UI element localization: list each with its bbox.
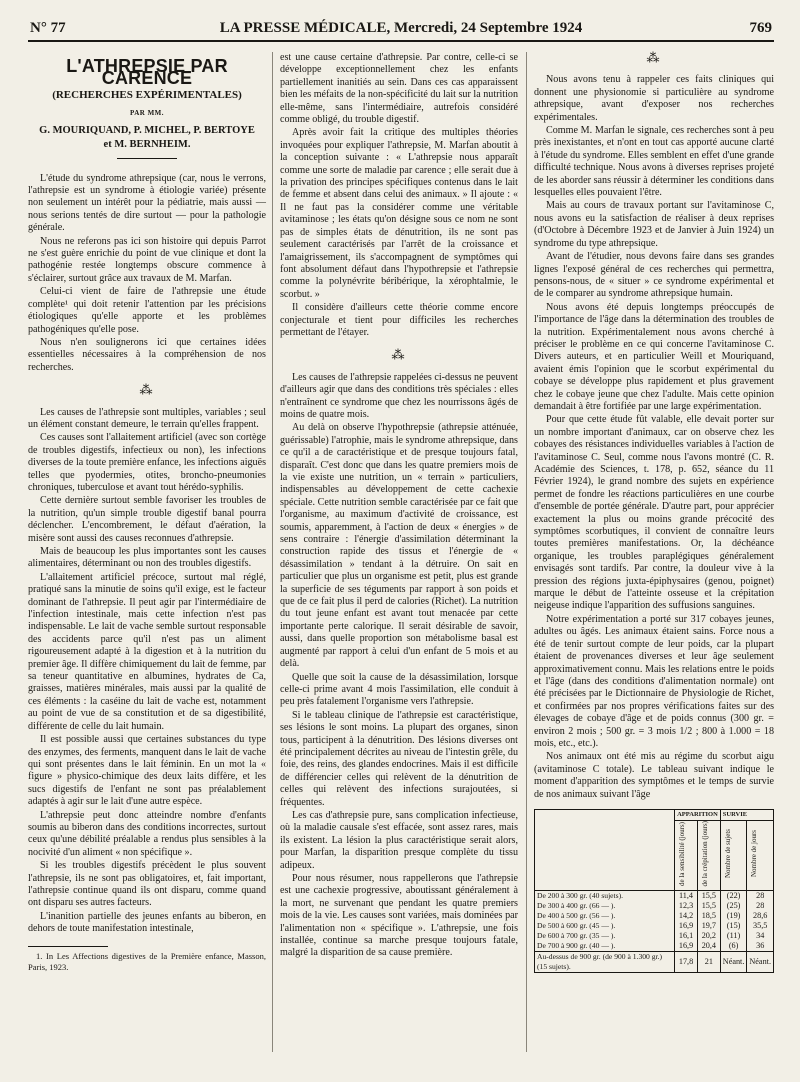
causes-text [28,407,266,936]
column-divider [272,52,273,1052]
table-row [535,911,774,921]
paragraph: Les cas d'athrepsie pure, sans complication infectieuse, où la maladie causale s'est effacée, sont assez rares, mais ils existent. La lésion la plus caractéristique serait alors, pour Marfan, la disparition presque complète du tissu adipeux. [280,809,518,871]
table-cell: 16,9 [675,941,698,952]
intro-text [28,173,266,375]
section-separator: ⁂ [391,347,407,363]
paragraph: L'allaitement artificiel précoce, surtout mal réglé, pratiqué sans la minutie de soins qu'il exige, est le facteur dominant de l'athrepsie. Il peut agir par l'intermédiaire de l'infection intestinale, mais cette infection n'est pas indispensable. Le lait de vache semble surtout responsable des accidents parce qu'il n'est pas un aliment rigoureusement adapté à la digestion et à la nutrition du premier âge. Il diffère chimiquement du lait de femme, par sa teneur quantitative en albumines, hydrates de Ca, graisses, matières minérales, mais aussi par la qualité de ces éléments : la caséine du lait de vache est, notamment au point de vue de sa constitution et de sa digestibilité, différente de celle du lait humain. [28,571,266,732]
column-2 [280,52,518,961]
paragraph: Au delà on observe l'hypothrepsie (athrepsie atténuée, guérissable) l'atrophie, mais le syndrome athrepsique, dans ce qu'il a de caractéristique et de presque toujours fatal, disparaît. C'est donc que dans les quatre premiers mois de la vie existe une nutrition, un « terrain » particuliers, indispensables au développement de cette cachexie spéciale. Cette nutrition semble caractérisée par ce fait que l'organisme, au maximum d'activité de croissance, est soumis, apparemment, à l'action de deux « énergies » de sens contraire : l'énergie d'assimilation déterminant la construction rapide des tissus et l'énergie de « désassimilation » tendant à la détruire. On sait en particulier que plus un organisme est petit, plus est grande la superficie de ses téguments par rapport à son poids et que de ce fait plus il perd de calories (Richet). La nutrition du tout jeune enfant est avant tout menacée par cette importante perte calorique. Il serait désirable de savoir, aussi, dans quelle proportion son métabolisme basal est augmenté par rapport à celui d'un enfant de 5 mois et au delà. [280,422,518,670]
table-cell: (6) [720,941,747,952]
table-row [535,891,774,902]
journal-title: LA PRESSE MÉDICALE, Mercredi, 24 Septembre 1924 [219,20,583,36]
table-cell: (11) [720,931,747,941]
table-cell: 21 [697,952,720,973]
paragraph: Si les troubles digestifs précèdent le plus souvent l'athrepsie, ils ne sont pas obligatoires, et, fait important, l'athrepsie continue quand ils ont disparu, comme quand ont disparu ses autres facteurs. [28,860,266,909]
paragraph: Notre expérimentation a porté sur 317 cobayes jeunes, adultes ou âgés. Les animaux étaient sains. Force nous a été de tenir surtout compte de leur poids, car la plupart étaient de provenances diverses et leur âge seulement approximativement connu. Mais les relations entre le poids et l'âge (dans des conditions d'alimentation normale) ont été précisées par le Dictionnaire de Physiologie de Richet, et confirmées par nos propres vérifications faites sur des élevages de cobaye d'âge et de poids connus (300 gr. = environ 2 mois ; 500 gr. = 3 mois 1/2 ; 800 à 1.000 = 18 mois, etc., etc.). [534,613,774,749]
footnote: 1. In Les Affections digestives de la Première enfance, Masson, Paris, 1923. [28,950,266,972]
table-cell: De 600 à 700 gr. (35 — ). [535,931,675,941]
paragraph: Si le tableau clinique de l'athrepsie est caractéristique, ses lésions le sont moins. La plupart des organes, sinon tous, participent à la dénutrition. Des lésions diverses ont été principalement décrites au niveau de l'intestin grêle, du foie, des reins, des glandes endocrines. Mais il est difficile de différencier celles qui relèvent de la dénutrition de celles qui relèvent des infections surajoutées, si fréquentes. [280,709,518,808]
footnote-rule [28,946,108,947]
table-header-label: de la sensibilité (jours) [678,821,687,886]
table-row [535,952,774,973]
paragraph: Comme M. Marfan le signale, ces recherches sont à peu près inexistantes, et n'ont en tout cas apporté aucune clarté à l'étude du syndrome. Elles semblent en effet d'une grande difficulté technique. Nous avons à diverses reprises projeté de les aborder sans réussir à déterminer les conditions dans lesquelles elles pouvaient l'être. [534,125,774,199]
table-cell: Néant. [720,952,747,973]
paragraph: Il est possible aussi que certaines substances du type des enzymes, des ferments, manquent dans le lait de vache qui sont présentes dans le lait féminin. En un mot la « figure » physico-chimique des deux laits diffère, et les sucs digestifs de l'enfant ne sont pas préalablement adaptés à agir sur le lait d'une autre espèce. [28,734,266,808]
author-rule [117,158,177,159]
issue-number: N° 77 [30,20,66,36]
table-cell: 11,4 [675,891,698,902]
paragraph: Il considère d'ailleurs cette théorie comme encore conjecturale et tient pour difficiles les recherches permettant de l'étayer. [280,302,518,338]
table-cell: 36 [747,941,774,952]
table-cell: 18,5 [697,911,720,921]
paragraph: Celui-ci vient de faire de l'athrepsie une étude complète¹ qui doit retenir l'attention par les précisions étiologiques qu'elle apporte et les problèmes pathogéniques qu'elle pose. [28,286,266,335]
table-cell: 28 [747,901,774,911]
column-3 [534,52,774,973]
paragraph: Mais de beaucoup les plus importantes sont les causes alimentaires, déterminant ou non des troubles digestifs. [28,546,266,570]
table-cell: 15,5 [697,901,720,911]
paragraph: est une cause certaine d'athrepsie. Par contre, celle-ci se développe exceptionnellement chez les enfants partiellement inanitiés au sein. Dans ces cas apparaissent bien les méfaits de la non-spécificité du lait sur la nutrition elle-même, sans l'intermédiaire, autrefois considéré comme obligé, du trouble digestif. [280,52,518,126]
table-cell: 35,5 [747,921,774,931]
table-cell: 17,8 [675,952,698,973]
table-cell: (22) [720,891,747,902]
table-header-label: Nombre de jours [750,830,759,878]
table-header-label: de la crépitation (jours) [700,820,709,887]
byline-par: PAR MM. [129,109,165,118]
column-1 [28,52,266,973]
table-cell: 12,3 [675,901,698,911]
table-cell: De 200 à 300 gr. (40 sujets). [535,891,675,902]
table-header [720,820,747,891]
table-cell: Néant. [747,952,774,973]
table-cell: 20,2 [697,931,720,941]
table-row [535,901,774,911]
table-row [535,941,774,952]
paragraph: Avant de l'étudier, nous devons faire dans ses grandes lignes l'exposé général de ces recherches qui permettra, pensons-nous, de « situer » ce syndrome expérimental et de le comparer au syndrome athrepsique humain. [534,251,774,300]
paragraph: Ces causes sont l'allaitement artificiel (avec son cortège de troubles digestifs, infectieux ou non), les infections diverses de la toute première enfance, les infections aiguës telles que pyodermies, otites, broncho-pneumonies chroniques, tuberculose et avant tout hérédo-syphilis. [28,432,266,493]
table-cell: De 500 à 600 gr. (45 — ). [535,921,675,931]
table-cell: Au-dessus de 900 gr. (de 900 à 1.300 gr.) (15 sujets). [535,952,675,973]
paragraph: Pour nous résumer, nous rappellerons que l'athrepsie est une cachexie progressive, aboutissant généralement à la mort, ne survenant que pendant les quatre premiers mois de la vie. Les causes sont variées, mais dominées par l'alimentation non « spécifique ». L'athrepsie, une fois installée, continue sa marche presque toujours fatale, malgré la disparition de sa cause première. [280,873,518,959]
table-cell: 28,6 [747,911,774,921]
paragraph: Nous avons été depuis longtemps préoccupés de l'importance de l'âge dans la détermination des troubles de la nutrition. Expérimentalement nous avons cherché à préciser le problème en ce qui concerne l'avitaminose C. Divers auteurs, et en particulier Weill et Mouriquand, avaient émis l'opinion que le scorbut expérimental du cobaye se développe plus rapidement et plus gravement chez le cobaye jeune que chez l'adulte. Mais cette opinion demandait à être fortifiée par une large expérimentation. [534,301,774,412]
authors-line: et M. BERNHEIM. [103,138,191,150]
authors-line: G. MOURIQUAND, P. MICHEL, P. BERTOYE [39,124,255,136]
paragraph: Nous ne referons pas ici son histoire qui depuis Parrot ne s'est guère enrichie du point de vue clinique et dont la pathogénie restée longtemps obscure commence à s'éclairer, surtout grâce aux travaux de M. Marfan. [28,235,266,284]
paragraph: L'inanition partielle des jeunes enfants au biberon, en dehors de toute manifestation intestinale, [28,910,266,935]
table-group-survie: SURVIE [720,809,773,820]
table-cell: 15,5 [697,891,720,902]
table-cell: (25) [720,901,747,911]
table-header [697,820,720,891]
table-cell: 20,4 [697,941,720,952]
paragraph: Mais au cours de travaux portant sur l'avitaminose C, nous avons eu la satisfaction de réaliser à deux reprises (d'Octobre à Décembre 1923 et de Janvier à Juin 1924) un syndrome du type athrepsique. [534,200,774,249]
table-cell: 16,1 [675,931,698,941]
table-cell: 19,7 [697,921,720,931]
section-separator: ⁂ [646,50,662,65]
table-cell: De 700 à 900 gr. (40 — ). [535,941,675,952]
table-cell: 28 [747,891,774,902]
table-cell: (15) [720,921,747,931]
article-title: L'ATHREPSIE PAR CARENCE [66,56,228,89]
survival-table [534,809,774,974]
page-header [30,16,772,38]
paragraph: L'étude du syndrome athrepsique (car, nous le verrons, l'athrepsie est un syndrome à étiologie variée) présente non seulement un intérêt pour la pédiatrie, mais aussi — nous serions tentés de dire surtout — pour la pathologie générale. [28,172,266,234]
table-header [675,820,698,891]
paragraph: Les causes de l'athrepsie rappelées ci-dessus ne peuvent d'ailleurs agir que dans des conditions très spéciales : elles n'entraînent ce syndrome que chez les nourrissons âgés de moins de quatre mois. [280,371,518,420]
paragraph: Après avoir fait la critique des multiples théories invoquées pour expliquer l'athrepsie, M. Marfan aboutit à la conception suivante : « L'athrepsie nous apparaît comme une sorte de maladie par carence ; elle serait due à la privation des principes spécifiques contenus dans le lait de femme et absent dans celui des animaux. » Il ajoute : « Il ne faut pas la considérer comme une véritable avitaminose ; les états qu'on désigne sous ce nom ne sont pas de simples états de dénutrition, ils ne sont pas seulement caractérisés par l'arrêt de la croissance et l'amaigrissement, ils s'accompagnent de symptômes qui font absolument défaut dans l'hypothrepsie et l'athrepsie comme la polynévrite béribérique, la xérophtalmie, le scorbut. » [280,127,518,300]
paragraph: L'athrepsie peut donc atteindre nombre d'enfants soumis au biberon dans des conditions incorrectes, surtout ceux qu'une débilité préalable a rendus plus sensibles à la nocivité d'un aliment « non spécifique ». [28,809,266,858]
paragraph: Nos animaux ont été mis au régime du scorbut aigu (avitaminose C totale). Le tableau suivant indique le moment d'apparition des symptômes et le temps de survie de nos animaux suivant l'âge [534,751,774,800]
table-header [747,820,774,891]
table-cell: De 400 à 500 gr. (56 — ). [535,911,675,921]
article-subtitle: (RECHERCHES EXPÉRIMENTALES) [52,88,242,101]
table-cell: 34 [747,931,774,941]
header-rule [28,40,774,42]
paragraph: Les causes de l'athrepsie sont multiples, variables ; seul un élément constant demeure, le terrain qu'elles frappent. [28,406,266,430]
table-header-label: Nombre de sujets [723,829,732,879]
paragraph: Pour que cette étude fût valable, elle devait porter sur un nombre important d'animaux, car on observe chez les cobayes des résistances individuelles variables à l'action de l'avitaminose C. Seul, comme nous l'avons montré (C. R. Académie des Sciences, t. 178, p. 652, séance du 11 Février 1924), le grand nombre des sujets en expérience permet de fondre les réactions particulières en une courbe d'ensemble de portée générale. D'autre part, pour apprécier exactement la plus ou moins grande précocité des symptômes scorbutiques, il convient de connaître leurs toutes premières manifestations. Or, la déchéance organique, les troubles paraplégiques généralement envisagés sont tardifs. Par contre, la douleur vive à la pression des régions juxta-épiphysaires (genou, poignet) marque le début de l'atteinte osseuse et la crépitation neigeuse indique l'apparition des suffusions sanguines. [534,414,774,612]
column-divider [526,52,527,1052]
table-row [535,921,774,931]
paragraph: Cette dernière surtout semble favoriser les troubles de la nutrition, qu'un simple trouble digestif banal pourra déclencher. L'encombrement, le défaut d'aération, la misère sont aussi des causes reconnues d'athrepsie. [28,495,266,544]
table-cell: 16,9 [675,921,698,931]
table-cell: De 300 à 400 gr. (66 — ). [535,901,675,911]
table-cell: 14,2 [675,911,698,921]
table-row [535,931,774,941]
table-cell: (19) [720,911,747,921]
paragraph: Nous avons tenu à rappeler ces faits cliniques qui donnent une physionomie si particulière au syndrome athrepsique, avant d'exposer nos recherches expérimentales. [534,74,774,123]
table-corner [535,809,675,891]
table-group-apparition: APPARITION [675,809,721,820]
paragraph: Quelle que soit la cause de la désassimilation, lorsque celle-ci prime avant 4 mois l'assimilation, elle conduit à peu près fatalement l'organisme vers l'athrepsie. [280,671,518,708]
section-separator: ⁂ [139,382,155,398]
paragraph: Nous n'en soulignerons ici que certaines idées essentielles nécessaires à la compréhension de nos recherches. [28,336,266,373]
page-number: 769 [749,20,772,36]
